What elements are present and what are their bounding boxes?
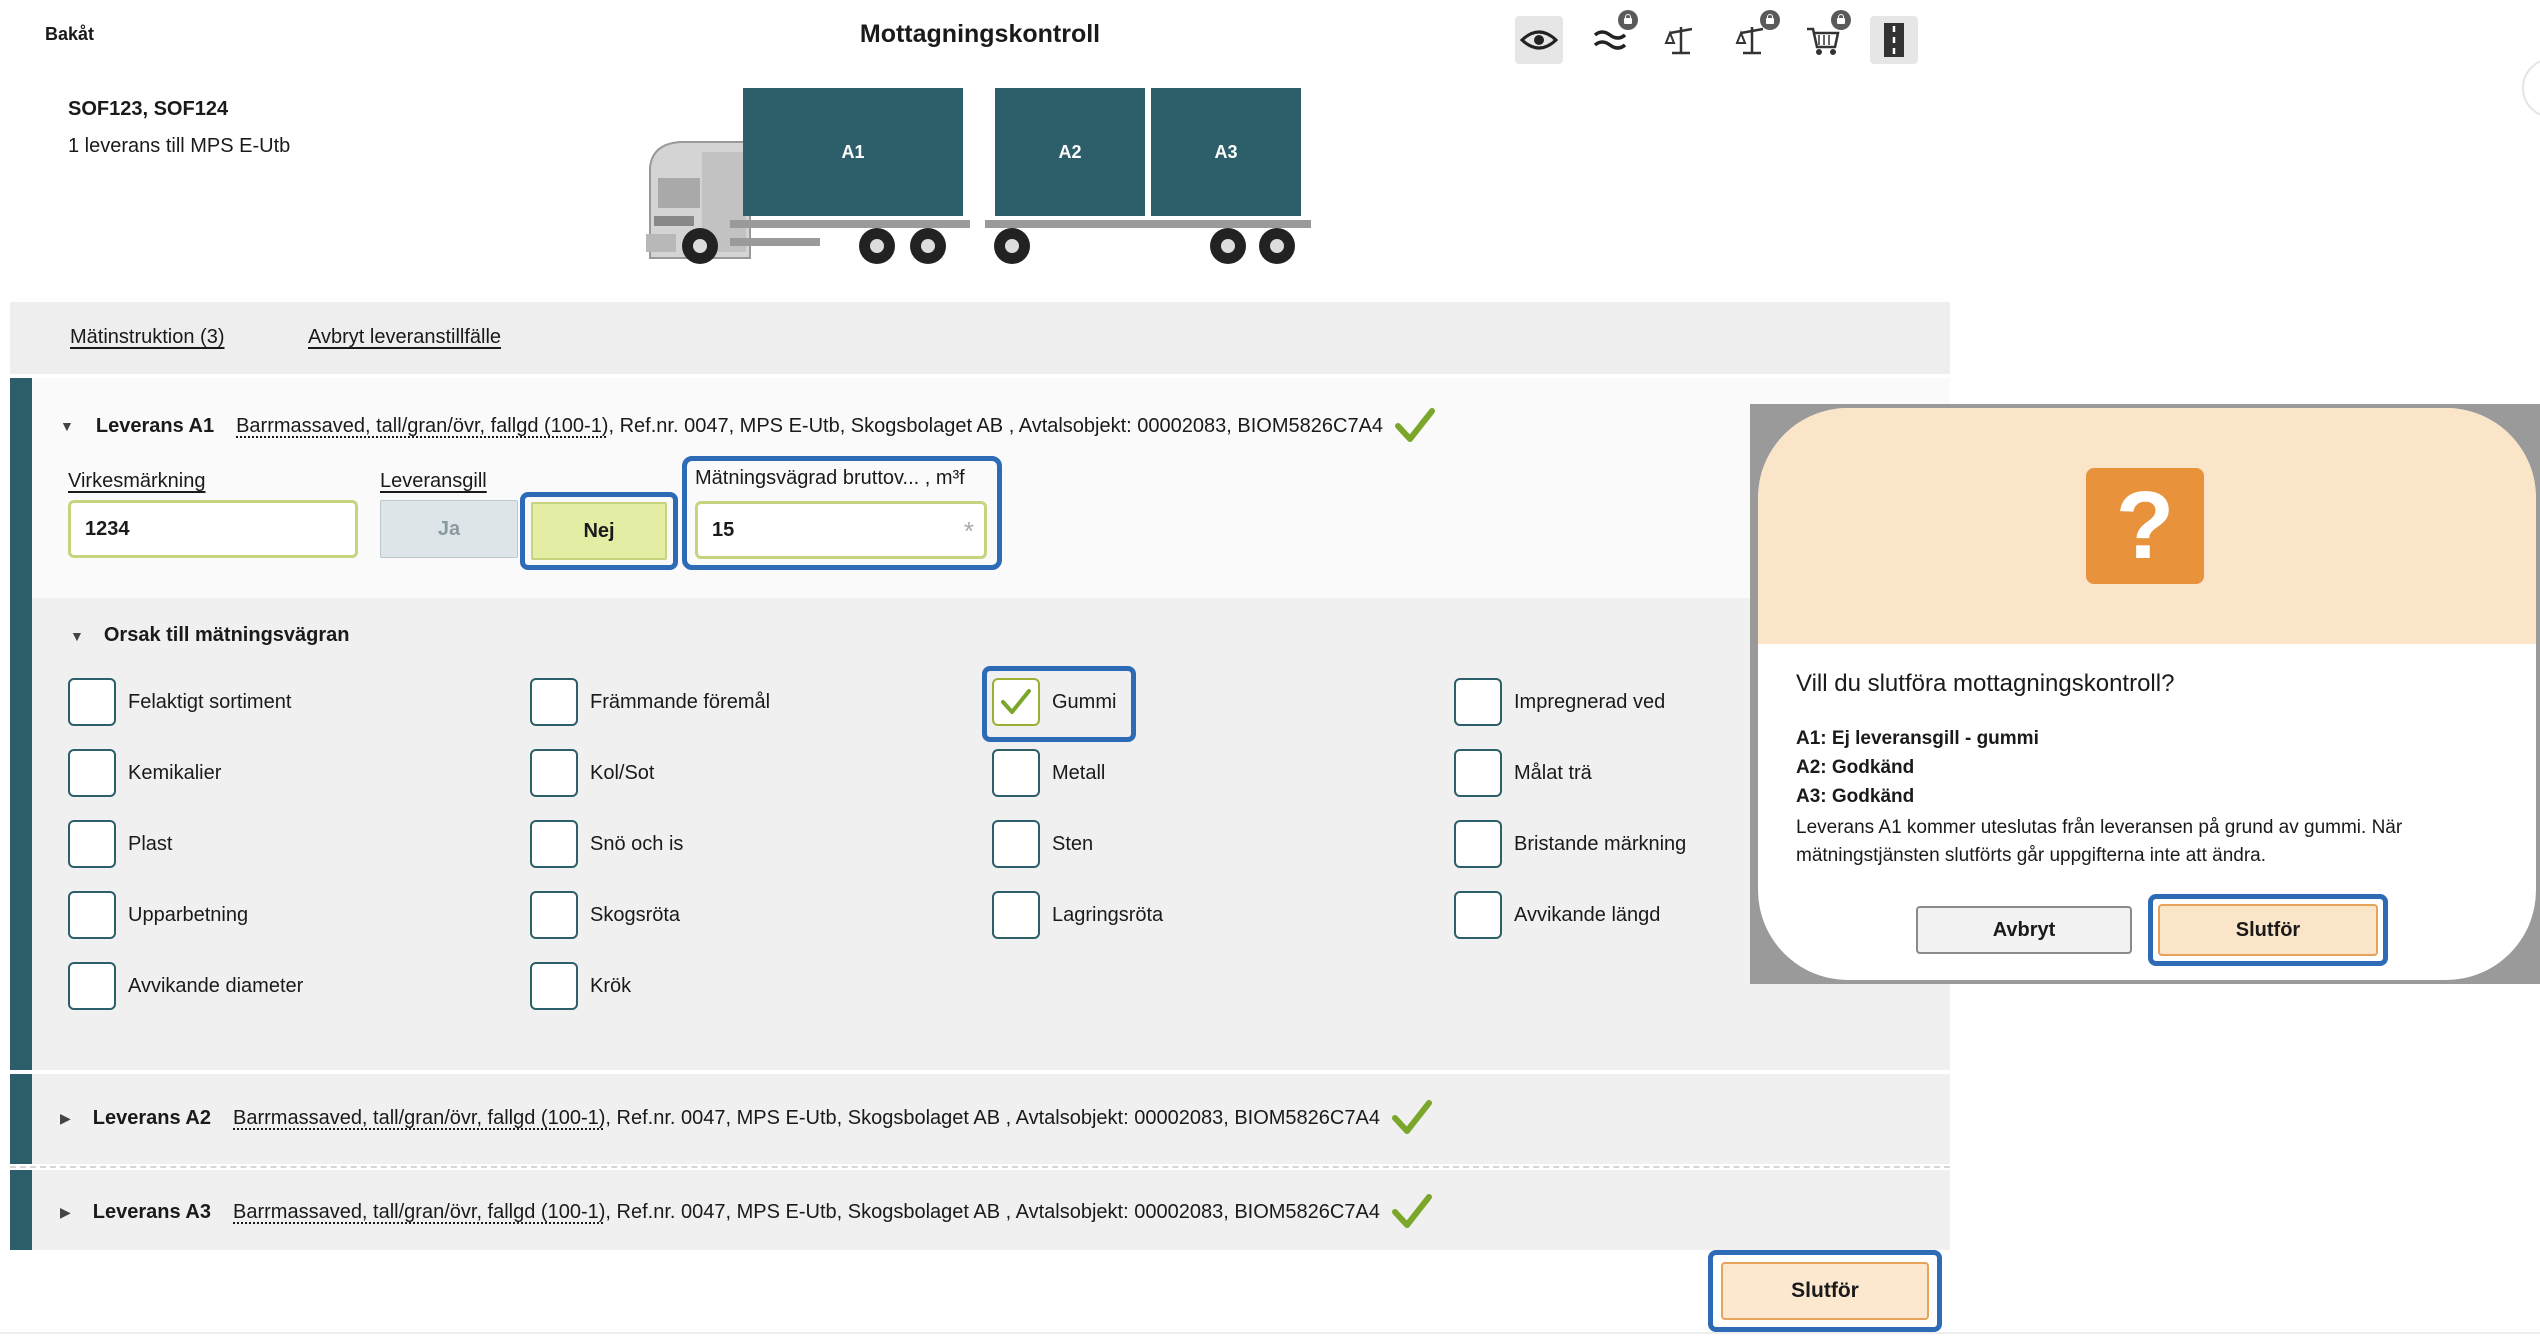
- orsak-checkbox[interactable]: [1454, 678, 1665, 726]
- waves-icon: [1593, 26, 1627, 54]
- checkbox-label: Plast: [128, 832, 173, 855]
- view-tool-button[interactable]: [1515, 16, 1563, 64]
- checkbox-unchecked[interactable]: [992, 891, 1040, 939]
- checkbox-unchecked[interactable]: [530, 962, 578, 1010]
- accent-bar: [10, 1074, 32, 1164]
- checkbox-label: Kol/Sot: [590, 761, 655, 784]
- instructions-bar: [10, 302, 1950, 374]
- checkbox-label: Målat trä: [1514, 761, 1592, 784]
- avbryt-leverans-link[interactable]: Avbryt leveranstillfälle: [308, 326, 502, 348]
- checkbox-label: Främmande föremål: [590, 690, 771, 713]
- checkbox-unchecked[interactable]: [1454, 891, 1502, 939]
- orsak-checkbox[interactable]: [1454, 891, 1660, 939]
- orsak-checkbox[interactable]: [530, 820, 683, 868]
- slutfor-button[interactable]: Slutför: [1721, 1262, 1929, 1320]
- compartment-a1[interactable]: A1: [743, 88, 963, 216]
- ja-button[interactable]: Ja: [380, 500, 518, 558]
- delivery-subtitle: 1 leverans till MPS E-Utb: [68, 135, 291, 157]
- assortment-link[interactable]: Barrmassaved, tall/gran/övr, fallgd (100-1): [233, 1106, 606, 1129]
- checkbox-label: Sten: [1052, 832, 1094, 855]
- check-icon: [1392, 1100, 1432, 1136]
- orsak-checkbox[interactable]: [530, 962, 631, 1010]
- toolbar: [1515, 16, 1918, 64]
- matning-input[interactable]: [695, 501, 987, 559]
- leverans-details: , Ref.nr. 0047, MPS E-Utb, Skogsbolaget AB , Avtalsobjekt: 00002083, BIOM5826C7A4: [605, 1106, 1380, 1129]
- checkbox-label: Lagringsröta: [1052, 903, 1164, 926]
- orsak-checkbox[interactable]: [530, 678, 770, 726]
- lock-icon: [1831, 10, 1851, 30]
- side-handle[interactable]: [2522, 58, 2540, 118]
- matning-focus-ring: [682, 456, 1002, 570]
- leverans-details: , Ref.nr. 0047, MPS E-Utb, Skogsbolaget AB , Avtalsobjekt: 00002083, BIOM5826C7A4: [605, 1200, 1380, 1223]
- checkbox-label: Metall: [1052, 761, 1106, 784]
- checkbox-label: Skogsröta: [590, 903, 681, 926]
- required-icon: *: [963, 516, 974, 546]
- lock-icon: [1618, 10, 1638, 30]
- compartment-a3[interactable]: A3: [1151, 88, 1301, 216]
- eye-icon: [1520, 28, 1558, 52]
- truck-chassis: [640, 216, 1330, 296]
- checkbox-unchecked[interactable]: [530, 820, 578, 868]
- scale-locked-tool-button[interactable]: [1728, 16, 1776, 64]
- leveransgill-label: Leveransgill: [380, 470, 487, 492]
- dialog-header: [1758, 408, 2536, 644]
- checkbox-label: Snö och is: [590, 832, 684, 855]
- delivery-ids: SOF123, SOF124: [68, 98, 229, 120]
- matinstruktion-link[interactable]: Mätinstruktion (3): [70, 326, 225, 348]
- leverans-name: Leverans A3: [92, 1200, 211, 1223]
- checkbox-label: Krök: [590, 974, 632, 997]
- result-line: A1: Ej leveransgill - gummi: [1796, 728, 2039, 749]
- orsak-checkbox[interactable]: [992, 749, 1105, 797]
- leverans-a1-header[interactable]: [60, 408, 1435, 444]
- orsak-checkbox[interactable]: [530, 749, 654, 797]
- checkbox-unchecked[interactable]: [1454, 678, 1502, 726]
- divider: [10, 1166, 1950, 1168]
- checkbox-label: Avvikande diameter: [128, 974, 304, 997]
- accent-bar: [10, 1170, 32, 1250]
- slutfor-dialog-focus-ring: [2148, 894, 2388, 966]
- checkbox-unchecked[interactable]: [68, 678, 116, 726]
- orsak-checkbox[interactable]: [68, 820, 172, 868]
- assortment-link[interactable]: Barrmassaved, tall/gran/övr, fallgd (100-1): [233, 1200, 606, 1223]
- orsak-checkbox[interactable]: [1454, 749, 1592, 797]
- checkbox-unchecked[interactable]: [1454, 749, 1502, 797]
- caret-right-icon: ▶: [60, 1203, 71, 1220]
- assortment-link[interactable]: Barrmassaved, tall/gran/övr, fallgd (100-1): [236, 414, 609, 437]
- checkbox-unchecked[interactable]: [68, 820, 116, 868]
- checkbox-unchecked[interactable]: [68, 962, 116, 1010]
- orsak-checkbox[interactable]: [68, 749, 221, 797]
- orsak-checkbox[interactable]: [68, 678, 291, 726]
- checkbox-unchecked[interactable]: [68, 891, 116, 939]
- road-tool-button[interactable]: [1870, 16, 1918, 64]
- result-line: A2: Godkänd: [1796, 757, 1915, 778]
- checkbox-unchecked[interactable]: [530, 678, 578, 726]
- question-icon: ?: [2086, 468, 2204, 584]
- checkbox-unchecked[interactable]: [992, 749, 1040, 797]
- gummi-focus-ring: [982, 666, 1136, 742]
- accent-bar: [10, 378, 32, 1070]
- checkbox-label: Upparbetning: [128, 903, 249, 926]
- orsak-checkbox[interactable]: [68, 962, 303, 1010]
- checkbox-label: Avvikande längd: [1514, 903, 1661, 926]
- caret-down-icon: ▼: [70, 627, 84, 644]
- matning-value: 15: [712, 518, 735, 541]
- road-icon: [1880, 21, 1908, 59]
- delivery-info: [68, 98, 290, 158]
- back-button[interactable]: Bakåt: [45, 24, 95, 44]
- orsak-title: Orsak till mätningsvägran: [103, 624, 350, 646]
- checkbox-label: Felaktigt sortiment: [128, 690, 292, 713]
- avbryt-button[interactable]: Avbryt: [1916, 906, 2132, 954]
- checkbox-label: Impregnerad ved: [1514, 690, 1666, 713]
- check-icon: [1392, 1194, 1432, 1230]
- compartment-a2[interactable]: A2: [995, 88, 1145, 216]
- nej-button[interactable]: Nej: [531, 502, 667, 560]
- checkbox-unchecked[interactable]: [68, 749, 116, 797]
- checkbox-unchecked[interactable]: [1454, 820, 1502, 868]
- matning-label: Mätningsvägrad bruttov... , m³f: [695, 467, 965, 489]
- slutfor-focus-ring: [1708, 1250, 1942, 1332]
- checkbox-label: Gummi: [1052, 690, 1117, 713]
- dialog-question: Vill du slutföra mottagningskontroll?: [1796, 670, 2175, 697]
- confirm-dialog: [1758, 408, 2536, 980]
- checkbox-unchecked[interactable]: [530, 749, 578, 797]
- leverans-name: Leverans A2: [92, 1106, 211, 1129]
- checkbox-label: Kemikalier: [128, 761, 222, 784]
- caret-down-icon: ▼: [60, 418, 74, 434]
- page-title: Mottagningskontroll: [859, 20, 1101, 48]
- virkes-label: Virkesmärkning: [68, 470, 206, 492]
- virkes-input[interactable]: 1234: [68, 500, 358, 558]
- checkbox-unchecked[interactable]: [530, 891, 578, 939]
- checkbox-unchecked[interactable]: [992, 820, 1040, 868]
- orsak-checkbox[interactable]: [992, 820, 1093, 868]
- check-icon: [1395, 408, 1435, 444]
- orsak-header[interactable]: [70, 624, 350, 647]
- dialog-message: Leverans A1 kommer uteslutas från leveransen på grund av gummi. När mätningstjänsten slutförts går uppgifterna inte att ändra.: [1796, 817, 2403, 866]
- leverans-a3-header[interactable]: [60, 1194, 1432, 1230]
- lock-icon: [1760, 10, 1780, 30]
- orsak-checkbox[interactable]: [1454, 820, 1686, 868]
- nej-focus-ring: [520, 492, 678, 570]
- scale-tool-button[interactable]: [1657, 16, 1705, 64]
- slutfor-dialog-button[interactable]: Slutför: [2158, 904, 2378, 956]
- checkbox-label: Bristande märkning: [1514, 832, 1687, 855]
- result-line: A3: Godkänd: [1796, 786, 1915, 807]
- cart-tool-button[interactable]: [1799, 16, 1847, 64]
- leverans-a2-header[interactable]: [60, 1100, 1432, 1136]
- orsak-checkbox[interactable]: [68, 891, 248, 939]
- moisture-tool-button[interactable]: [1586, 16, 1634, 64]
- leverans-name: Leverans A1: [95, 414, 215, 437]
- orsak-checkbox[interactable]: [530, 891, 680, 939]
- caret-right-icon: ▶: [60, 1109, 71, 1126]
- divider: [0, 1332, 2540, 1334]
- orsak-checkbox[interactable]: [992, 891, 1163, 939]
- scale-icon: [1664, 23, 1698, 57]
- leverans-details: , Ref.nr. 0047, MPS E-Utb, Skogsbolaget AB , Avtalsobjekt: 00002083, BIOM5826C7A4: [608, 414, 1384, 437]
